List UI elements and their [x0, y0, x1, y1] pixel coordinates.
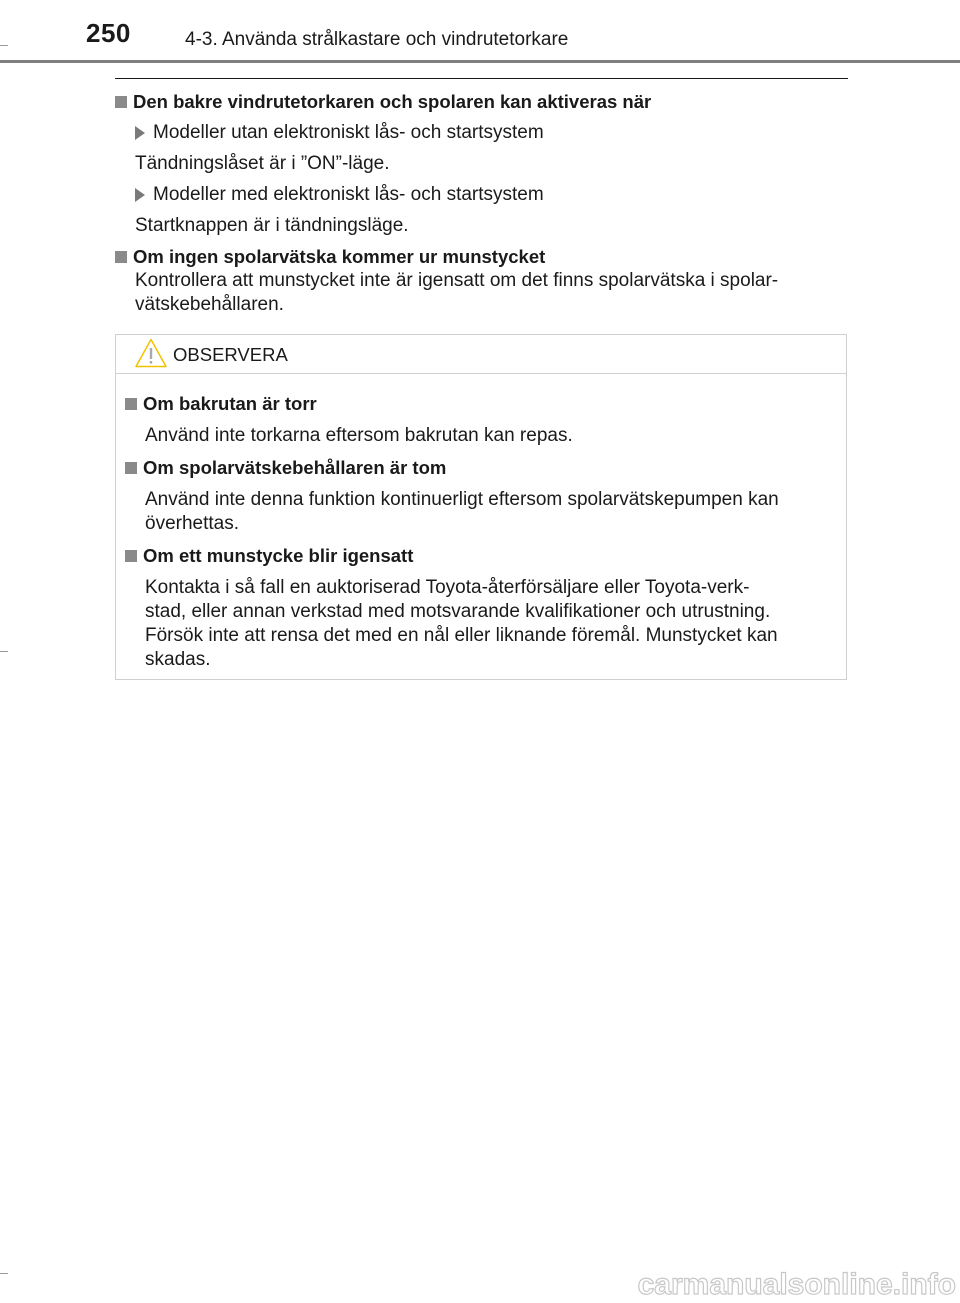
notice-text: Använd inte torkarna eftersom bakrutan kan repas.	[145, 425, 573, 446]
notice-text: Kontakta i så fall en auktoriserad Toyota-återförsäljare eller Toyota-verk-	[145, 577, 750, 598]
square-bullet-icon	[115, 251, 127, 263]
notice-text: överhettas.	[145, 513, 239, 534]
body-text: Startknappen är i tändningsläge.	[135, 215, 409, 236]
crop-mark	[0, 1273, 8, 1274]
notice-heading: Om ett munstycke blir igensatt	[125, 544, 836, 568]
notice-text: Försök inte att rensa det med en nål eller liknande föremål. Munstycket kan	[145, 625, 778, 646]
page-number: 250	[86, 18, 131, 48]
triangle-bullet-icon	[135, 188, 145, 202]
notice-body	[125, 392, 836, 672]
notice-heading: Om spolarvätskebehållaren är tom	[125, 456, 836, 480]
notice-box	[115, 334, 847, 680]
warning-triangle-icon	[135, 338, 167, 368]
section-heading: Den bakre vindrutetorkaren och spolaren kan aktiveras när	[115, 90, 848, 114]
header-rule	[0, 60, 960, 63]
bullet-item: Modeller utan elektroniskt lås- och startsystem	[115, 121, 848, 145]
content-rule	[115, 78, 848, 79]
notice-text: Använd inte denna funktion kontinuerligt eftersom spolarvätskepumpen kan	[145, 489, 779, 510]
watermark-text: carmanualsonline.info	[637, 1268, 956, 1301]
crop-mark	[0, 651, 8, 652]
notice-text: stad, eller annan verkstad med motsvarande kvalifikationer och utrustning.	[145, 601, 771, 622]
watermark	[478, 1262, 958, 1302]
notice-title: OBSERVERA	[173, 344, 288, 365]
square-bullet-icon	[125, 398, 137, 410]
square-bullet-icon	[115, 96, 127, 108]
section-heading: Om ingen spolarvätska kommer ur munstycket	[115, 245, 848, 269]
main-section	[115, 90, 848, 317]
body-text: Tändningslåset är i ”ON”-läge.	[135, 153, 390, 174]
notice-header	[116, 335, 846, 374]
notice-heading: Om bakrutan är torr	[125, 392, 836, 416]
triangle-bullet-icon	[135, 126, 145, 140]
body-text: vätskebehållaren.	[135, 294, 284, 315]
body-text: Kontrollera att munstycket inte är igensatt om det finns spolarvätska i spolar-	[135, 270, 779, 291]
notice-text: skadas.	[145, 649, 211, 670]
square-bullet-icon	[125, 550, 137, 562]
running-header: 4-3. Använda strålkastare och vindrutetorkare	[185, 29, 569, 50]
crop-mark	[0, 45, 8, 46]
bullet-item: Modeller med elektroniskt lås- och startsystem	[115, 183, 848, 207]
square-bullet-icon	[125, 462, 137, 474]
